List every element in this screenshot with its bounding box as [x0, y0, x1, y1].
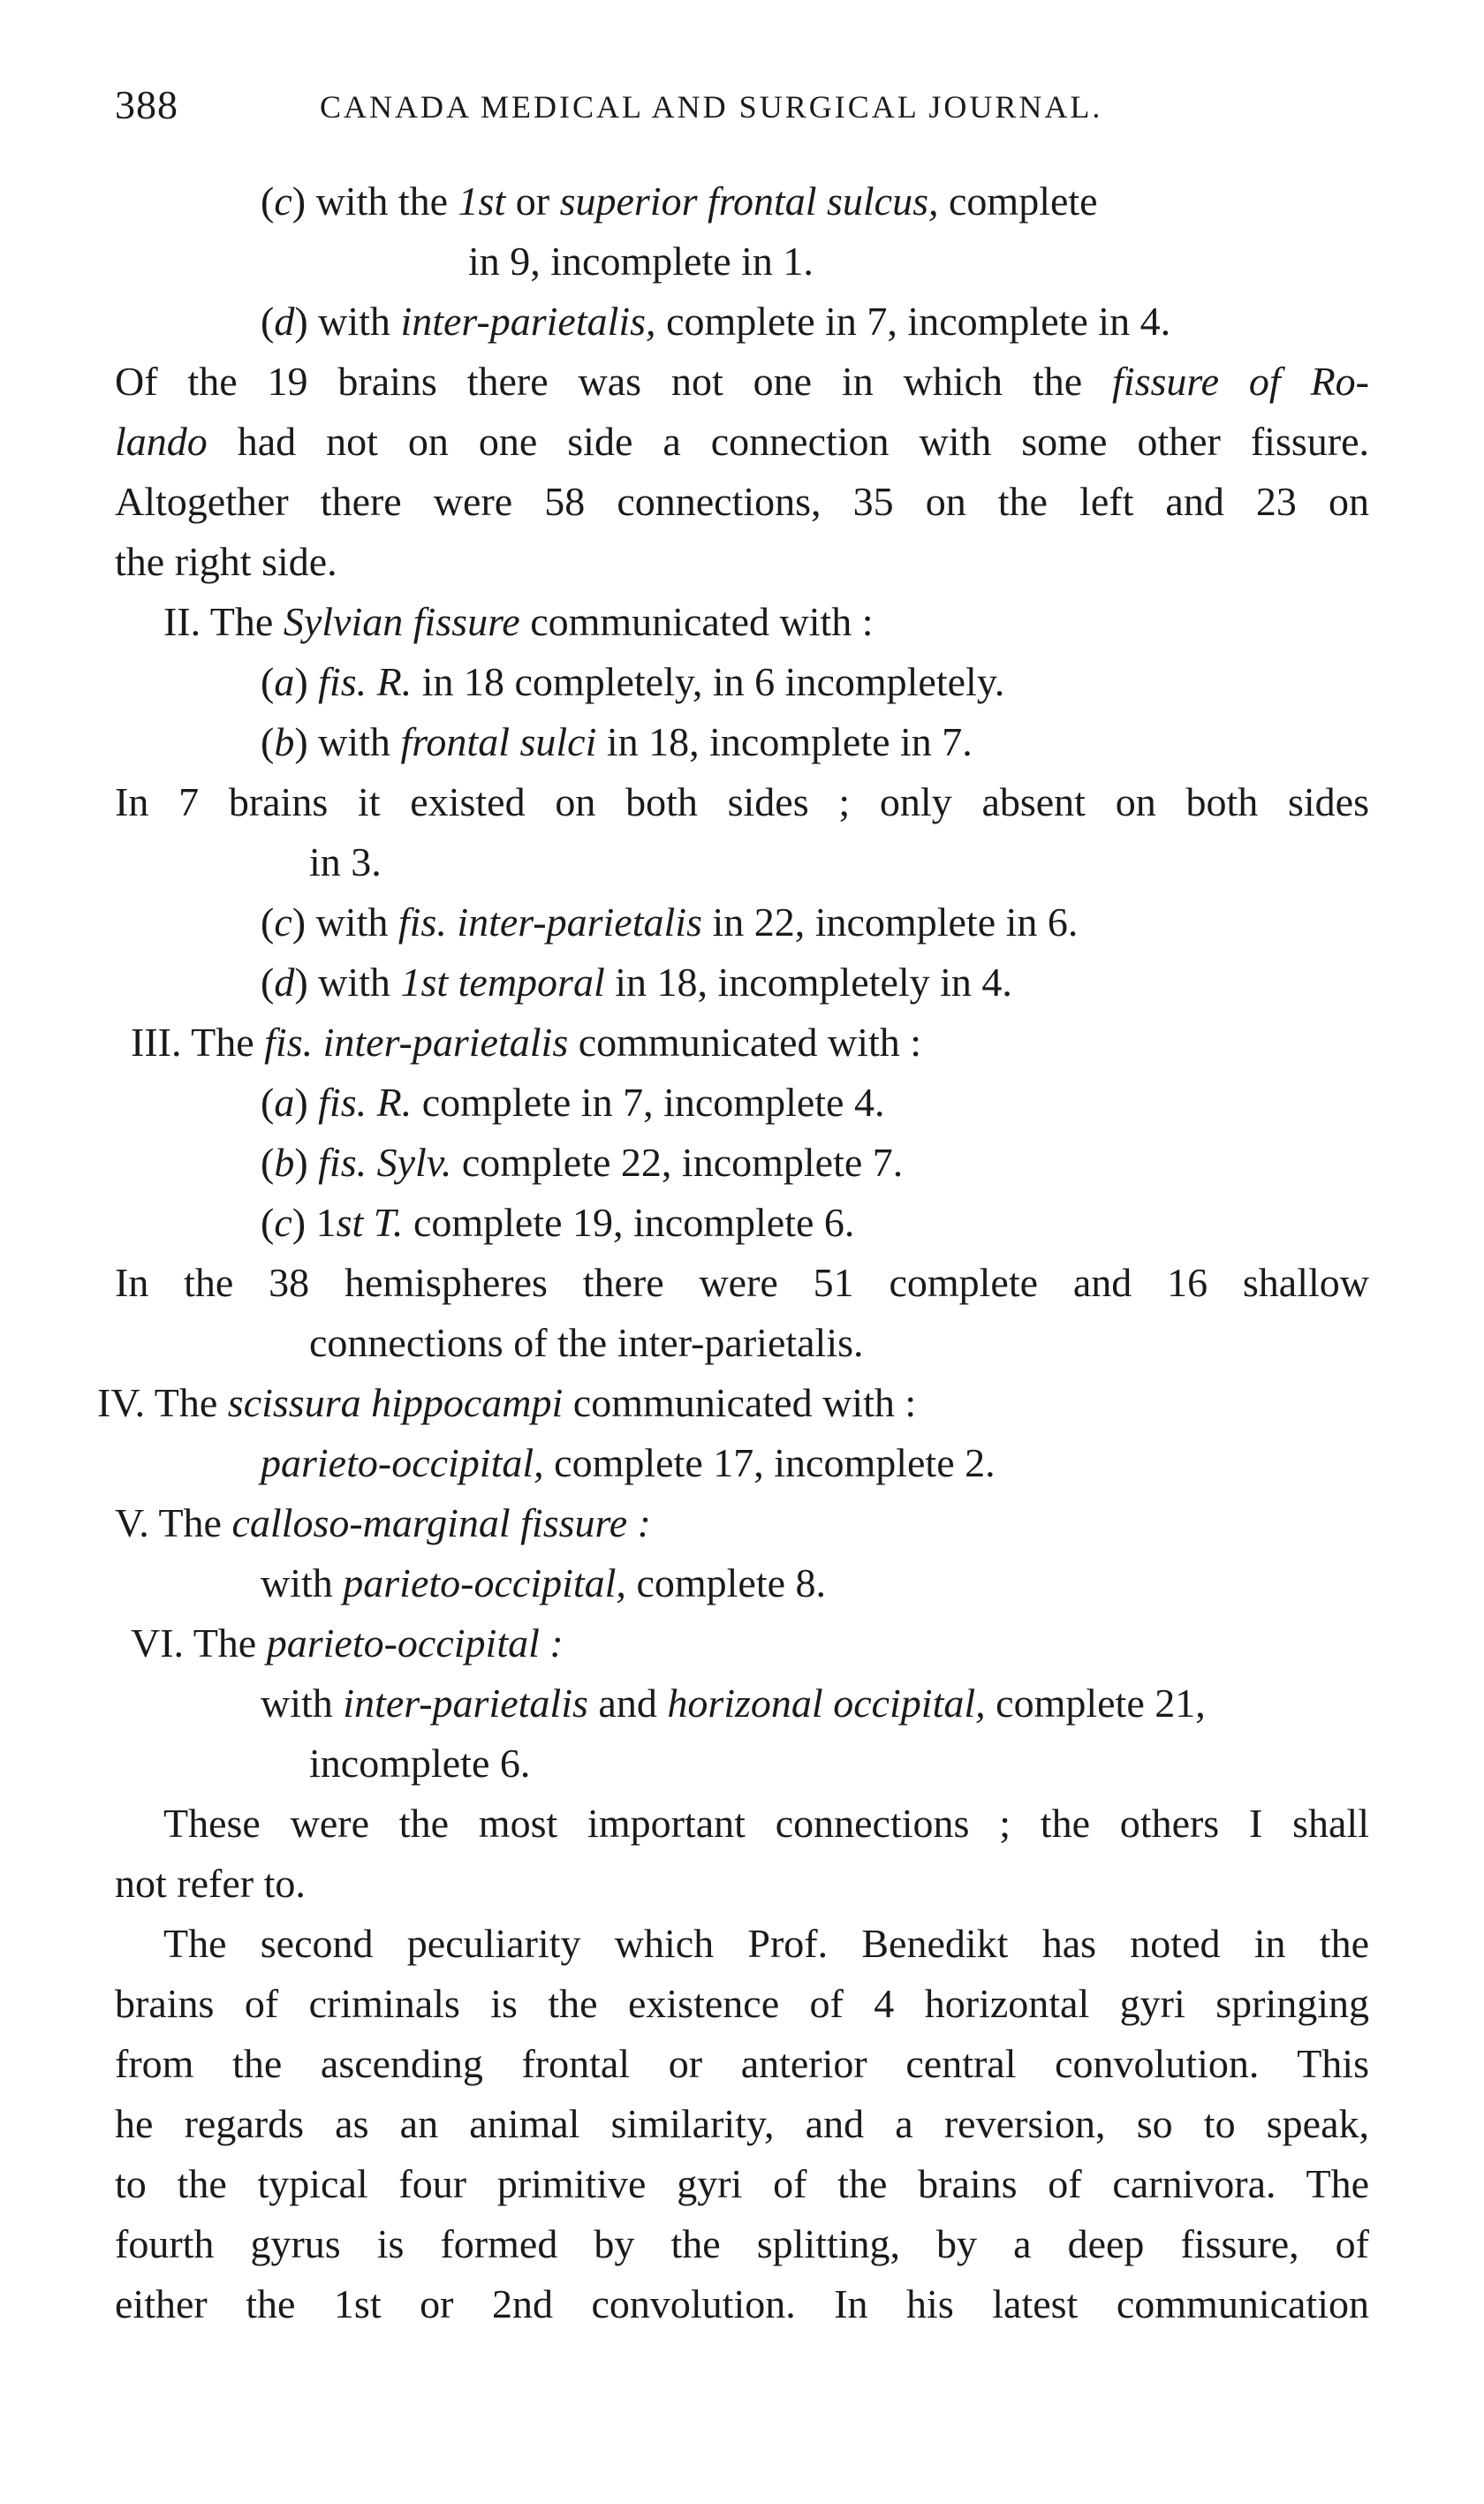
text-line: Altogether there were 58 connections, 35 on the left and 23 on — [115, 479, 1369, 524]
section-heading-iii: III. The fis. inter-parietalis communicated with : — [131, 1020, 922, 1065]
text-line: to the typical four primitive gyri of the brains of carnivora. The — [115, 2161, 1369, 2206]
text-line: connections of the inter-parietalis. — [309, 1320, 864, 1365]
text-line: (a) fis. R. in 18 completely, in 6 incompletely. — [261, 659, 1005, 704]
text-line: brains of criminals is the existence of 4 horizontal gyri springing — [115, 1981, 1369, 2026]
text-line: Of the 19 brains there was not one in which the fissure of Ro- — [115, 359, 1370, 404]
text-line: The second peculiarity which Prof. Benedikt has noted in the — [163, 1921, 1369, 1966]
text-line: (b) fis. Sylv. complete 22, incomplete 7. — [261, 1140, 904, 1185]
text-line: in 3. — [309, 839, 382, 884]
text-line: the right side. — [115, 539, 337, 584]
text-line: In 7 brains it existed on both sides ; only absent on both sides — [115, 779, 1369, 824]
text-line: fourth gyrus is formed by the splitting, by a deep fissure, of — [115, 2221, 1369, 2266]
page-number: 388 — [115, 82, 178, 127]
text-line: (c) 1st T. complete 19, incomplete 6. — [261, 1200, 855, 1245]
text-line: incomplete 6. — [309, 1741, 531, 1786]
text-line: parieto-occipital, complete 17, incomplete 2. — [261, 1440, 996, 1485]
text-line: either the 1st or 2nd convolution. In his latest communication — [115, 2281, 1369, 2326]
text-line: (c) with fis. inter-parietalis in 22, incomplete in 6. — [261, 899, 1079, 945]
section-heading-ii: II. The Sylvian fissure communicated with : — [163, 599, 874, 644]
text-line: with parieto-occipital, complete 8. — [261, 1560, 827, 1605]
text-line: (a) fis. R. complete in 7, incomplete 4. — [261, 1080, 885, 1125]
section-heading-v: V. The calloso-marginal fissure : — [115, 1500, 651, 1545]
text-line: from the ascending frontal or anterior central convolution. This — [115, 2041, 1369, 2086]
text-line: in 9, incomplete in 1. — [468, 239, 814, 284]
text-line: (b) with frontal sulci in 18, incomplete in 7. — [261, 719, 973, 764]
text-line: with inter-parietalis and horizonal occipital, complete 21, — [261, 1681, 1206, 1726]
running-head: CANADA MEDICAL AND SURGICAL JOURNAL. — [320, 89, 1103, 125]
text-line: In the 38 hemispheres there were 51 complete and 16 shallow — [115, 1260, 1369, 1305]
page-header — [115, 81, 1369, 134]
text-line: (d) with inter-parietalis, complete in 7, incomplete in 4. — [261, 299, 1171, 344]
text-line: These were the most important connections ; the others I shall — [163, 1801, 1369, 1846]
text-line: he regards as an animal similarity, and a reversion, so to speak, — [115, 2101, 1369, 2146]
text-line: (c) with the 1st or superior frontal sulcus, complete — [261, 178, 1098, 224]
text-line: (d) with 1st temporal in 18, incompletely in 4. — [261, 960, 1012, 1005]
section-heading-vi: VI. The parieto-occipital : — [131, 1620, 564, 1666]
section-heading-iv: IV. The scissura hippocampi communicated with : — [97, 1380, 917, 1425]
text-line: lando had not on one side a connection with some other fissure. — [115, 419, 1369, 464]
text-line: not refer to. — [115, 1861, 306, 1906]
